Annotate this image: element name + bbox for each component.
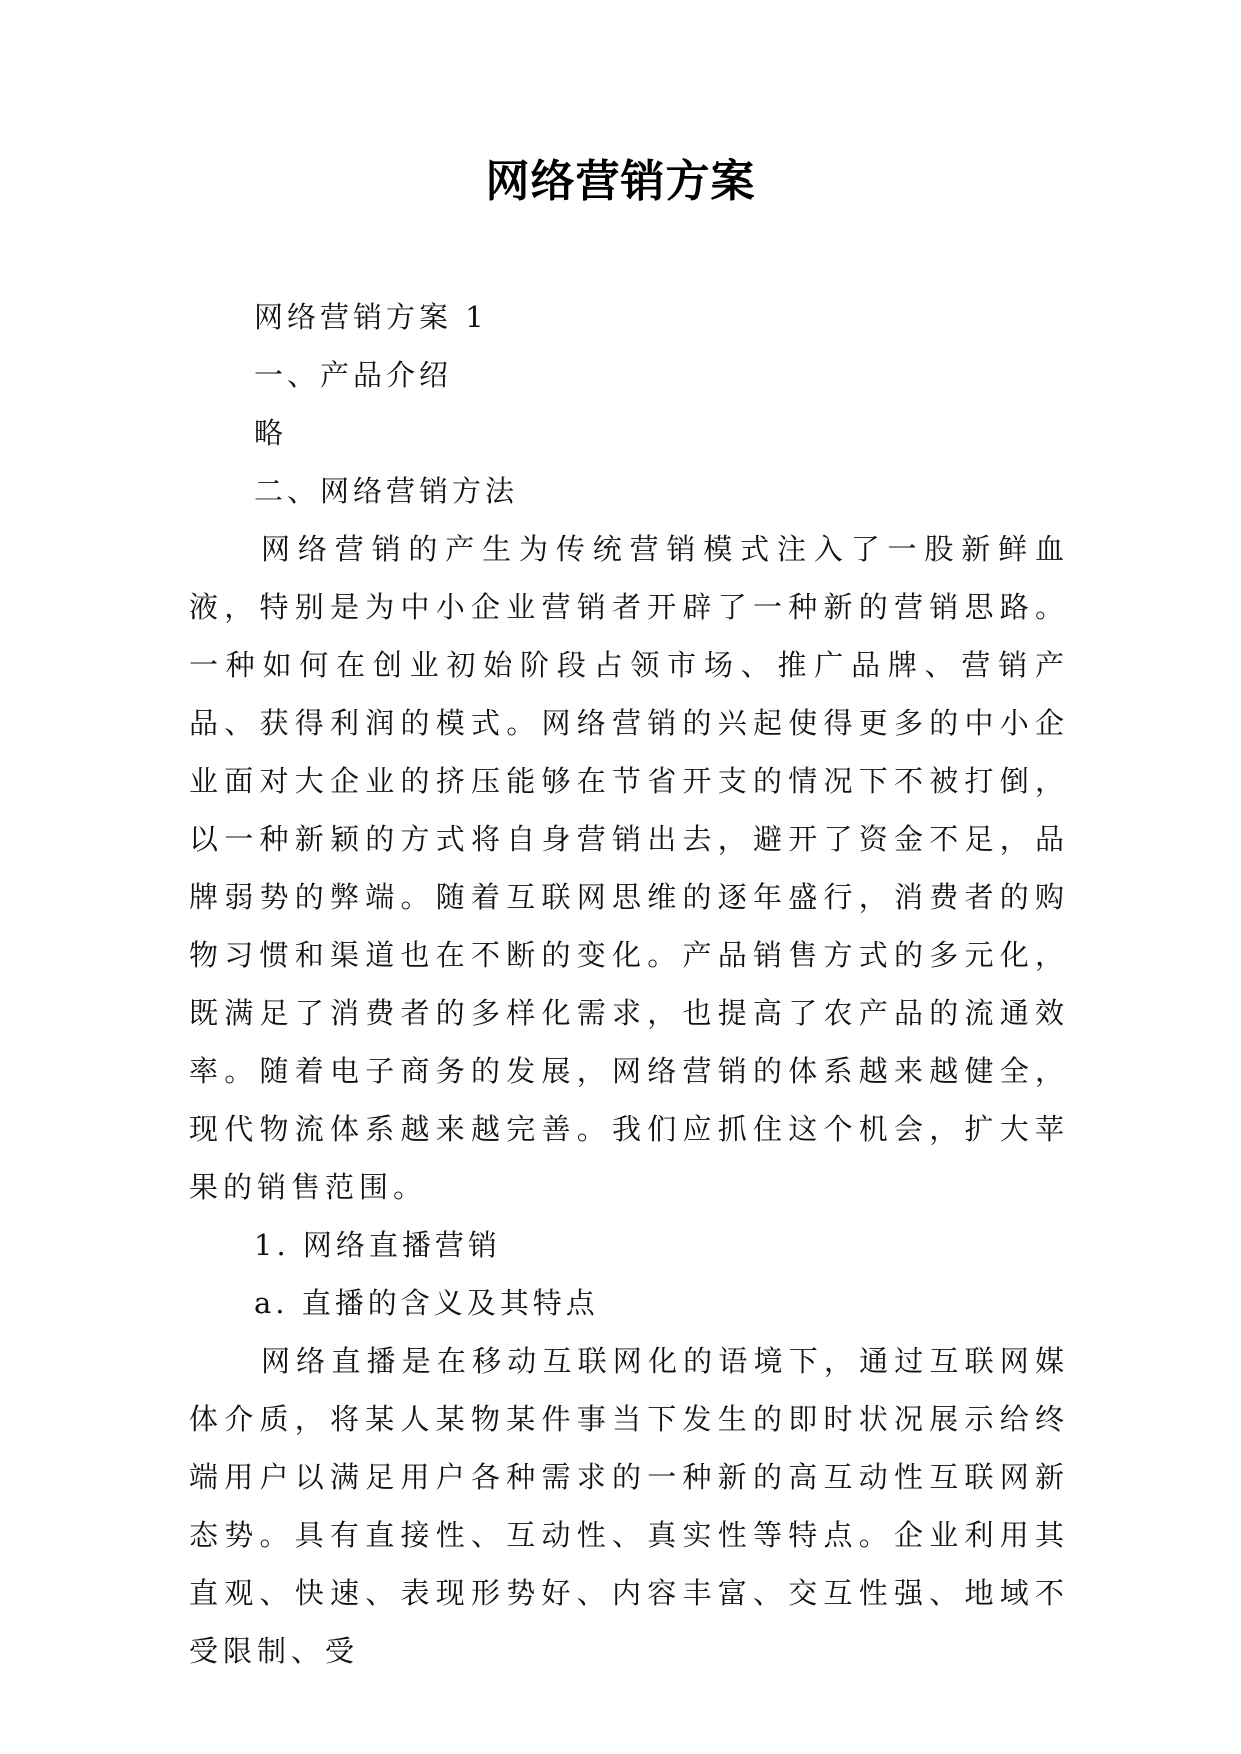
document-title: 网络营销方案 xyxy=(485,156,756,207)
heading-product-intro: 一、产品介绍 xyxy=(254,358,453,392)
section-title: 网络营销方案 1 xyxy=(254,300,488,334)
subheading-live-streaming: 1. 网络直播营销 xyxy=(254,1228,501,1262)
paragraph-marketing-intro: 网络营销的产生为传统营销模式注入了一股新鲜血液，特别是为中小企业营销者开辟了一种新的营销思路。一种如何在创业初始阶段占领市场、推广品牌、营销产品、获得利润的模式。网络营销的兴起使得更多的中小企业面对大企业的挤压能够在节省开支的情况下不被打倒，以一种新颖的方式将自身营销出去，避开了资金不足，品牌弱势的弊端。随着互联网思维的逐年盛行，消费者的购物习惯和渠道也在不断的变化。产品销售方式的多元化，既满足了消费者的多样化需求，也提高了农产品的流通效率。随着电子商务的发展，网络营销的体系越来越健全，现代物流体系越来越完善。我们应抓住这个机会，扩大苹果的销售范围。 xyxy=(189,532,1069,1204)
product-intro-text: 略 xyxy=(254,416,288,450)
paragraph-live-streaming: 网络直播是在移动互联网化的语境下，通过互联网媒体介质，将某人某物某件事当下发生的即时状况展示给终端用户以满足用户各种需求的一种新的高互动性互联网新态势。具有直接性、互动性、真实性等特点。企业利用其直观、快速、表现形势好、内容丰富、交互性强、地域不受限制、受 xyxy=(189,1344,1069,1668)
heading-marketing-methods: 二、网络营销方法 xyxy=(254,474,519,508)
document-body xyxy=(189,288,1069,1680)
subheading-live-meaning: a. 直播的含义及其特点 xyxy=(254,1286,599,1320)
